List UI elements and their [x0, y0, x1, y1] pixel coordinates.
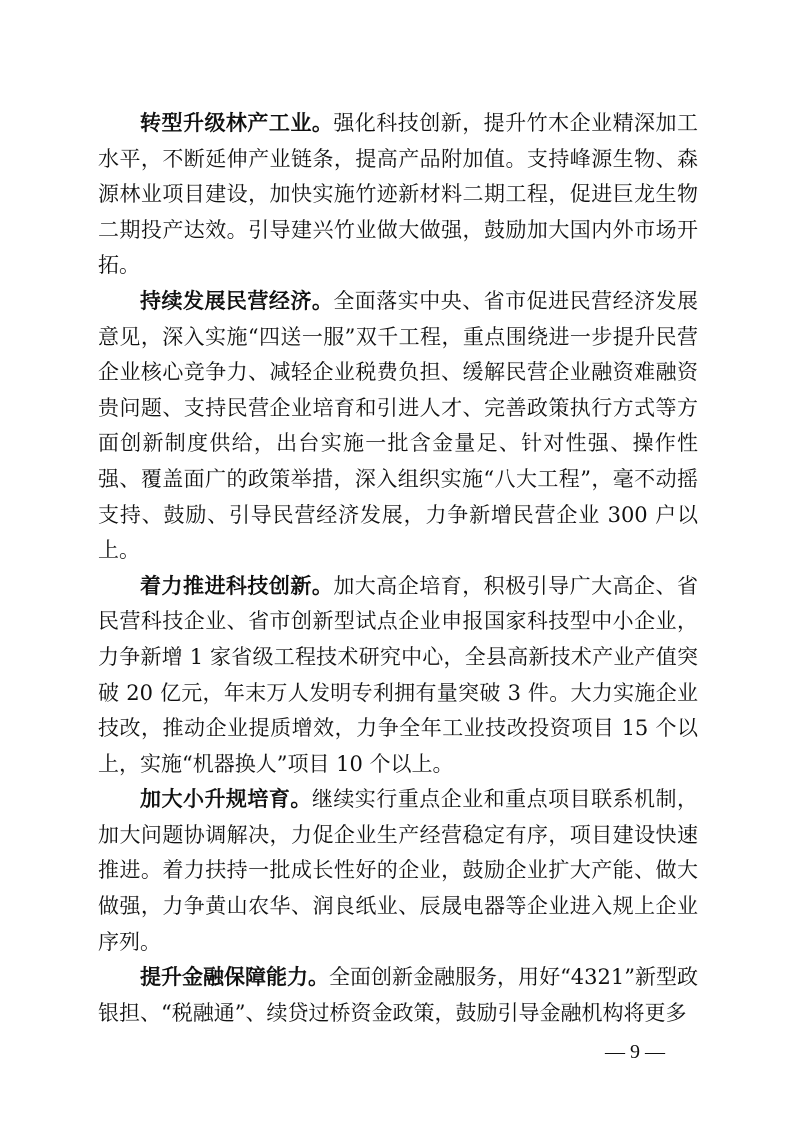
- paragraph-text: 强化科技创新，提升竹木企业精深加工水平，不断延伸产业链条，提高产品附加值。支持峰源生物、森源林业项目建设，加快实施竹迹新材料二期工程，促进巨龙生物二期投产达效。引导建兴竹业做大做强，鼓励加大国内外市场开拓。: [98, 111, 699, 278]
- paragraph-text: 继续实行重点企业和重点项目联系机制，加大问题协调解决，力促企业生产经营稳定有序，项目建设快速推进。着力扶持一批成长性好的企业，鼓励企业扩大产能、做大做强，力争黄山农华、润良纸业、辰晟电器等企业进入规上企业序列。: [98, 787, 699, 954]
- paragraph-text: 全面创新金融服务，用好“4321”新型政银担、“税融通”、续贷过桥资金政策，鼓励引导金融机构将更多: [98, 965, 698, 1025]
- paragraph-heading: 提升金融保障能力。: [140, 965, 330, 990]
- paragraph-heading: 持续发展民营经济。: [140, 288, 334, 313]
- paragraph-text: 全面落实中央、省市促进民营经济发展意见，深入实施“四送一服”双千工程，重点围绕进一步提升民营企业核心竞争力、减轻企业税费负担、缓解民营企业融资难融资贵问题、支持民营企业培育和引进人才、完善政策执行方式等方面创新制度供给，出台实施一批含金量足、针对性强、操作性强、覆盖面广的政策举措，深入组织实施“八大工程”，毫不动摇支持、鼓励、引导民营经济发展，力争新增民营企业 300 户以上。: [98, 288, 699, 563]
- paragraph-enterprise-upgrade: [98, 782, 698, 960]
- paragraph-heading: 着力推进科技创新。: [140, 573, 334, 598]
- page-number: — 9 —: [605, 1041, 665, 1063]
- paragraph-financial-support: [98, 960, 698, 1031]
- paragraph-private-economy: [98, 284, 698, 569]
- paragraph-heading: 加大小升规培育。: [140, 787, 312, 812]
- paragraph-heading: 转型升级林产工业。: [140, 111, 334, 135]
- document-body: [98, 106, 698, 1031]
- paragraph-text: 加大高企培育，积极引导广大高企、省民营科技企业、省市创新型试点企业申报国家科技型中小企业，力争新增 1 家省级工程技术研究中心，全县高新技术产业产值突破 20 亿元，年末万人发明专利拥有量突破 3 件。大力实施企业技改，推动企业提质增效，力争全年工业技改投资项目 15 个以上，实施“机器换人”项目 10 个以上。: [98, 573, 699, 776]
- paragraph-forestry-industry: [98, 106, 698, 284]
- paragraph-tech-innovation: [98, 569, 698, 783]
